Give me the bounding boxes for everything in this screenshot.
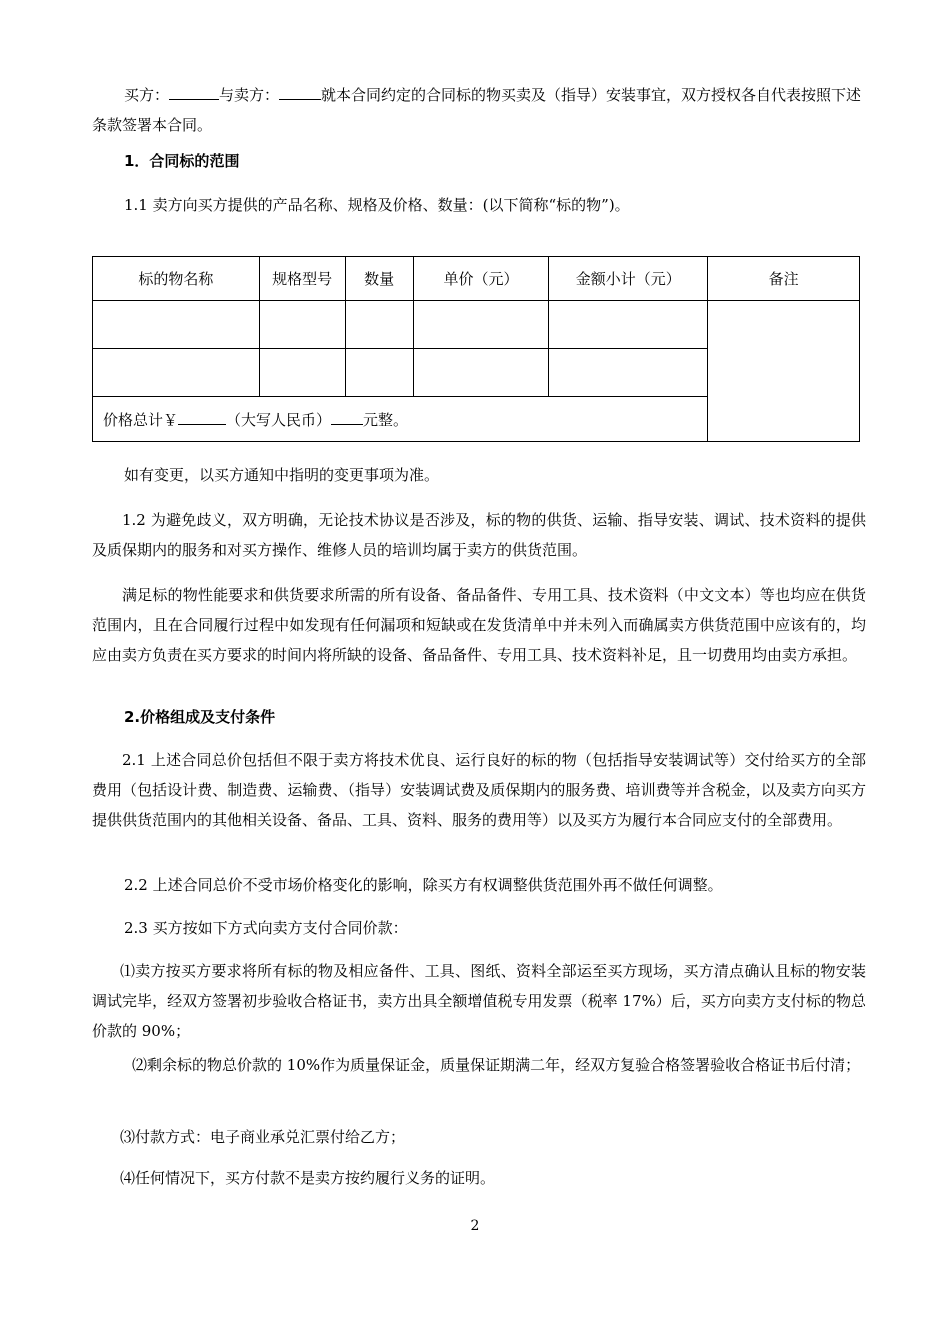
clause-1-2: 1.2 为避免歧义，双方明确，无论技术协议是否涉及，标的物的供货、运输、指导安装、调试、技术资料的提供及质保期内的服务和对买方操作、维修人员的培训均属于卖方的供货范围。 (92, 511, 866, 559)
table-cell (259, 349, 345, 397)
header-unit-price: 单价（元） (413, 257, 549, 301)
header-spec: 规格型号 (259, 257, 345, 301)
table-cell (413, 349, 549, 397)
total-mid: （大写人民币） (226, 410, 332, 429)
total-amount-blank (178, 410, 226, 425)
buyer-label: 买方： (124, 86, 170, 104)
remark-cell (708, 301, 860, 442)
payment-item-4: ⑷任何情况下，买方付款不是卖方按约履行义务的证明。 (120, 1169, 496, 1187)
table-cell (93, 349, 260, 397)
intro-paragraph (92, 80, 862, 140)
items-table (92, 256, 860, 442)
total-suffix: 元整。 (363, 410, 409, 429)
total-cell (93, 397, 708, 442)
header-remark: 备注 (708, 257, 860, 301)
table-cell (345, 301, 413, 349)
table-cell (413, 301, 549, 349)
table-cell (93, 301, 260, 349)
page-number: 2 (470, 1218, 480, 1234)
table-row (93, 301, 860, 349)
intro-rest: 就本合同约定的合同标的物买卖及（指导）安装事宜，双方授权各自代表按照下述条款签署本合同。 (92, 86, 862, 134)
section1-title: 1．合同标的范围 (124, 152, 240, 170)
table-cell (259, 301, 345, 349)
buyer-blank (169, 85, 219, 100)
table-cell (549, 349, 708, 397)
total-prefix: 价格总计￥ (103, 410, 179, 429)
table-cell (345, 349, 413, 397)
clause-2-1: 2.1 上述合同总价包括但不限于卖方将技术优良、运行良好的标的物（包括指导安装调试等）交付给买方的全部费用（包括设计费、制造费、运输费、（指导）安装调试费及质保期内的服务费、培训费等并含税金，以及卖方向买方提供供货范围内的其他相关设备、备品、工具、资料、服务的费用等）以及买方为履行本合同应支付的全部费用。 (92, 751, 866, 829)
section2-title: 2.价格组成及支付条件 (124, 708, 276, 726)
seller-blank (279, 85, 321, 100)
header-subtotal: 金额小计（元） (549, 257, 708, 301)
table-header-row (93, 257, 860, 301)
clause-1-1: 1.1 卖方向买方提供的产品名称、规格及价格、数量：(以下简称“标的物”)。 (124, 196, 630, 214)
clause-1-3: 满足标的物性能要求和供货要求所需的所有设备、备品备件、专用工具、技术资料（中文文本）等也均应在供货范围内，且在合同履行过程中如发现有任何漏项和短缺或在发货清单中并未列入而确属卖方供货范围中应该有的，均应由卖方负责在买方要求的时间内将所缺的设备、备品备件、专用工具、技术资料补足，且一切费用均由卖方承担。 (92, 586, 866, 664)
clause-2-3: 2.3 买方按如下方式向卖方支付合同价款： (124, 919, 408, 937)
header-name: 标的物名称 (93, 257, 260, 301)
table-cell (549, 301, 708, 349)
change-note: 如有变更，以买方通知中指明的变更事项为准。 (124, 466, 440, 484)
total-uppercase-blank (331, 410, 363, 425)
payment-item-3: ⑶付款方式：电子商业承兑汇票付给乙方； (120, 1128, 406, 1146)
header-qty: 数量 (345, 257, 413, 301)
payment-item-2: ⑵剩余标的物总价款的 10%作为质量保证金，质量保证期满二年，经双方复验合格签署验收合格证书后付清； (132, 1056, 861, 1074)
clause-2-2: 2.2 上述合同总价不受市场价格变化的影响，除买方有权调整供货范围外再不做任何调整。 (124, 876, 723, 894)
payment-item-1: ⑴卖方按买方要求将所有标的物及相应备件、工具、图纸、资料全部运至买方现场，买方清点确认且标的物安装调试完毕，经双方签署初步验收合格证书，卖方出具全额增值税专用发票（税率 17%）后，买方向卖方支付标的物总价款的 90%； (92, 962, 866, 1040)
seller-label: 与卖方： (219, 86, 280, 104)
